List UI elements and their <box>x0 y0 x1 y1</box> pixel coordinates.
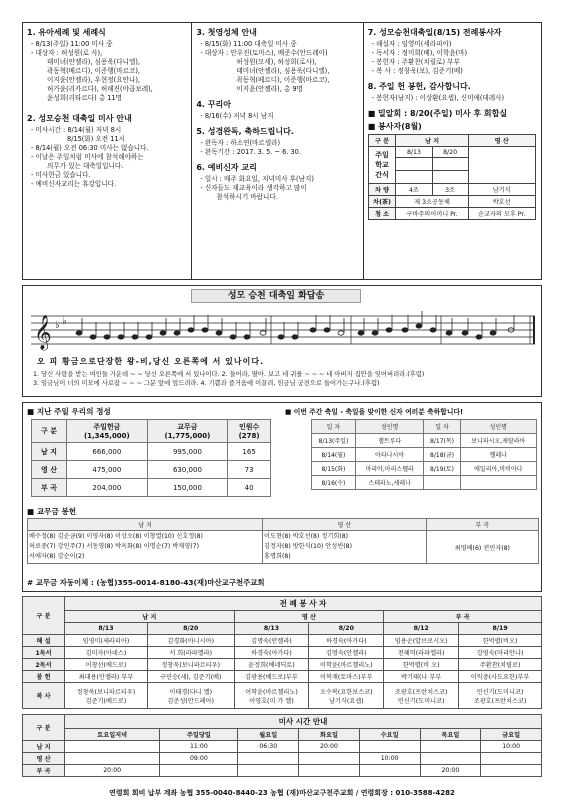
mass-header: 월요일 <box>238 729 299 741</box>
feast-table <box>311 419 537 490</box>
psalm-verse-line: 1. 당신 사랑을 받는 여인들 가운데 ~ ~ 당신 오른쪽에 서 있나이다. 2. 들어라, 딸아. 보고 네 귀를 ~ ~ ~ 네 아버지 집안을 잊어버려라.(후렴) <box>33 371 425 378</box>
mass-cell <box>299 765 360 777</box>
feast-header: 일 자 <box>424 420 460 434</box>
offering-row-label: 영 산 <box>32 461 67 479</box>
psalm-section <box>22 285 542 397</box>
liturgy-cell: 임용순(알브로시오) <box>384 635 459 647</box>
liturgy-row <box>23 671 542 683</box>
offering-row <box>32 479 271 497</box>
first-communion-line: 곽동혁(베르디), 이준행(마르코), <box>236 76 330 84</box>
offering-feast-section <box>22 402 542 592</box>
dues-line: 서애자(8) 강순이(2) <box>29 553 85 560</box>
liturgy-cell: 주환찬(치릴로) <box>459 659 542 671</box>
cleaning-label: 청 소 <box>368 208 396 220</box>
volunteers-header-cell: 영 산 <box>468 135 535 147</box>
liturgy-cell: 한억렬(비 오) <box>384 659 459 671</box>
liturgy-cell: 조광호(프란치스코) 민신기(도미니코) <box>384 683 459 709</box>
baptism-line: 태미녀(안젤라), 심용욱(다니엘), <box>47 58 141 66</box>
cleaning-cell: 순교자의 모후 Pr. <box>468 208 535 220</box>
feast-header: 성인명 <box>355 420 424 434</box>
liturgy-cell: 강영숙(마리안나) <box>459 647 542 659</box>
first-communion-title: 3. 첫영성체 안내 <box>196 28 257 37</box>
feast-cell: 8/18(금) <box>424 448 460 462</box>
mass-cell <box>65 741 160 753</box>
assumption-mass-line: - 이날은 주일처럼 미사에 참석해야하는 <box>31 153 144 161</box>
assumption-mass-line: 의무가 있는 대축일입니다. <box>47 162 124 170</box>
music-staff <box>31 308 535 354</box>
feast-cell: 8/15(화) <box>312 462 356 476</box>
liturgy-cell: 김명숙(안젤라) <box>309 647 384 659</box>
liturgy-cell: 이태경(다니 엘) 김준성(안드레아) <box>147 683 234 709</box>
liturgy-role: 복 사 <box>23 683 65 709</box>
mass-cell: 11:00 <box>160 741 238 753</box>
liturgy-servers-section <box>368 27 537 76</box>
baptism-section <box>27 27 187 103</box>
dues-bugok-cell <box>426 531 538 564</box>
date-header: 8/20 <box>309 623 384 635</box>
liturgy-cell: 이학윤(마르첼리노) 이영호(미 가 엘) <box>234 683 309 709</box>
feast-cell: 8/14(월) <box>312 448 356 462</box>
dues-namji-cell <box>28 531 263 564</box>
mass-row <box>23 753 542 765</box>
mass-cell: 20:00 <box>65 765 160 777</box>
liturgy-cell: 하경숙(아가다) <box>309 635 384 647</box>
volunteers-date-cell: 8/13 <box>396 147 432 158</box>
volunteers-label-part: 주일 <box>375 151 389 159</box>
liturgy-cell: 천혜덕(라파엘라) <box>384 647 459 659</box>
liturgy-cell: 서 희(라파엘라) <box>147 647 234 659</box>
volunteers-header-cell: 구 분 <box>368 135 396 147</box>
dues-line: 허료중(7) 강민주(7) 서동영(8) 박옥화(8) 이명순(7) 박재영(7) <box>29 543 200 550</box>
liturgy-role: 봉 헌 <box>23 671 65 683</box>
miral-meeting-note: ■ 밀알회 : 8/20(주일) 미사 후 회합실 <box>367 109 508 118</box>
mass-header: 화요일 <box>299 729 360 741</box>
announcements-column-1 <box>23 23 192 279</box>
offering-cell: 204,000 <box>67 479 148 497</box>
mass-header: 수요일 <box>359 729 420 741</box>
sunday-school-snack-label <box>368 147 396 184</box>
liturgy-cell: 이익중(사도요한)부부 <box>459 671 542 683</box>
feast-cell: 8/19(토) <box>424 462 460 476</box>
feast-cell: 아타나시아 <box>355 448 424 462</box>
mass-cell <box>160 765 238 777</box>
date-header: 8/19 <box>459 623 542 635</box>
mass-cell <box>420 741 481 753</box>
mass-cell <box>481 753 542 765</box>
offering-row <box>32 443 271 461</box>
dues-title: ■ 교무금 봉헌 <box>27 507 77 516</box>
dues-line: 홍명희(8) <box>264 553 291 560</box>
baptism-line: 허가윤(리카르다), 허해진(야곱보레), <box>47 85 153 93</box>
mass-row <box>23 765 542 777</box>
liturgy-cell: 김미자(아네스) <box>65 647 148 659</box>
psalm-verse-line: 3. 임금님이 너의 미모에 사로잡 ~ ~ ~ 그분 앞에 엎드려라. 4. 기쁨과 즐거움에 이끌려, 임금님 궁전으로 들어가는구나.(후렴) <box>33 380 380 387</box>
feast-row <box>312 448 537 462</box>
liturgy-cell: 윤정희(베네딕토) <box>234 659 309 671</box>
feast-cell <box>460 476 536 490</box>
liturgy-cell: 오수복(요한보스코) 남기식(요셉) <box>309 683 384 709</box>
liturgy-cell: 최대용(안젤라) 부부 <box>65 671 148 683</box>
mass-times-table <box>22 714 542 777</box>
liturgy-cell: 임영미(세라피아) <box>65 635 148 647</box>
curia-title: 4. 꾸리아 <box>196 100 231 109</box>
liturgy-servers-line: - 봉헌자 : 주환찬(치릴로) 부부 <box>371 58 460 66</box>
liturgy-cell: 김명숙(안젤라) <box>234 635 309 647</box>
bible-reading-line: - 완독기간 : 2017. 3. 5. ~ 6. 30. <box>200 148 301 156</box>
feast-cell: 보니파시오,제랄라아 <box>460 434 536 448</box>
dues-header: 부 곡 <box>426 519 538 531</box>
mass-row-label: 부 곡 <box>23 765 65 777</box>
parish-header: 영 산 <box>234 611 384 623</box>
car-cell: 4조 <box>396 184 432 196</box>
dues-table <box>27 518 539 564</box>
mass-cell <box>299 753 360 765</box>
auto-transfer-account: # 교무금 자동이체 : (농협)355-0014-8180-43(재)마산교구천주교회 <box>27 578 265 587</box>
liturgy-row <box>23 635 542 647</box>
announcements-column-3 <box>364 23 541 279</box>
feast-cell: 8/13(주일) <box>312 434 356 448</box>
svg-text:♭: ♭ <box>55 320 60 331</box>
baptism-title: 1. 유아세례 및 세례식 <box>27 28 106 37</box>
offering-thanks-line: - 봉헌자(남지) : 이상환(요셉), 신미애(데레사) <box>371 94 505 102</box>
mass-cell <box>359 765 420 777</box>
mass-cell <box>238 753 299 765</box>
feast-header: 일 자 <box>312 420 356 434</box>
announcements-column-2 <box>192 23 363 279</box>
liturgy-cell: 이복재(토마스)부부 <box>309 671 384 683</box>
psalm-lyrics: 오 피 황금으로단장한 왕-비,당신 오른쪽에 서 있나이다. <box>37 357 265 366</box>
feast-title: ■ 이번 주간 축일 - 축일을 맞이한 신자 여러분 축하합니다! <box>285 408 464 416</box>
mass-cell <box>238 765 299 777</box>
assumption-mass-line: - 미사시간 : 8/14(월) 저녁 8시 <box>31 126 122 134</box>
mass-cell: 10:00 <box>359 753 420 765</box>
mass-cell: 06:30 <box>238 741 299 753</box>
mass-cell: 20:00 <box>299 741 360 753</box>
first-communion-line: 허성원(모세), 허성희(로사), <box>236 58 317 66</box>
feast-cell: 젤트루다 <box>355 434 424 448</box>
volunteers-cell <box>432 171 468 184</box>
liturgy-servers-line: - 해설자 : 임영미(세라피아) <box>371 40 452 48</box>
offering-cell: 73 <box>228 461 271 479</box>
dues-header: 남 지 <box>28 519 263 531</box>
offering-thanks-title: 8. 주일 헌 봉헌, 감사합니다. <box>367 82 471 91</box>
date-header: 8/13 <box>65 623 148 635</box>
liturgy-row <box>23 683 542 709</box>
date-header: 8/20 <box>147 623 234 635</box>
liturgy-cell: 하경숙(아가다) <box>234 647 309 659</box>
catechumen-line: 참석하시기 바랍니다. <box>216 193 278 201</box>
liturgy-cell: 민신기(도미니코) 조광호(프란치스코) <box>459 683 542 709</box>
offering-header: 인원수 (278) <box>228 420 271 443</box>
liturgy-cell: 정창욱(보니파르티우) <box>147 659 234 671</box>
liturgy-title: 전 례 봉 사 자 <box>65 597 542 611</box>
feast-cell: 8/16(수) <box>312 476 356 490</box>
first-communion-line: - 대상자 : 안우진(토마스), 배준수(안드레아) <box>200 49 328 57</box>
tea-cell: 제 3소공동체 <box>396 196 468 208</box>
mass-header: 구 분 <box>23 715 65 741</box>
parish-header: 부 곡 <box>384 611 542 623</box>
mass-row-label: 남 지 <box>23 741 65 753</box>
mass-header: 금요일 <box>481 729 542 741</box>
bible-reading-title: 5. 성경완독, 축하드립니다. <box>196 127 294 136</box>
psalm-verses <box>33 370 533 388</box>
feast-row <box>312 476 537 490</box>
liturgy-row <box>23 647 542 659</box>
volunteers-cell <box>396 158 432 171</box>
mass-cell <box>420 753 481 765</box>
offering-thanks-section <box>368 81 537 103</box>
assumption-mass-title: 2. 성모승천 대축일 미사 안내 <box>27 114 132 123</box>
tea-label: 차(茶) <box>368 196 396 208</box>
first-communion-line: 태미녀(안젤라), 심용욱(다니엘), <box>236 67 330 75</box>
dues-line: 이도현(8) 박호선(8) 정기희(8) <box>264 533 349 540</box>
feast-cell <box>424 476 460 490</box>
liturgy-role: 해 설 <box>23 635 65 647</box>
parish-header: 남 지 <box>65 611 235 623</box>
feast-row <box>312 434 537 448</box>
offering-cell: 630,000 <box>147 461 228 479</box>
liturgy-cell: 김광용(베드로)부부 <box>234 671 309 683</box>
car-cell: 남기식 <box>468 184 535 196</box>
catechumen-section <box>196 162 358 202</box>
liturgy-cell: 구민승(세), 김준기(베) <box>147 671 234 683</box>
liturgy-cell: 한억렬(비오) <box>459 635 542 647</box>
curia-line: - 8/16(수) 저녁 8시 남지 <box>200 112 274 120</box>
dues-line: 배수정(8) 김순금(9) 이영자(8) 이상오(8) 이창열(10) 신호정(8) <box>29 533 203 540</box>
feast-cell: 마리아,마리스텔라 <box>355 462 424 476</box>
mass-cell: 10:00 <box>481 741 542 753</box>
liturgy-servers-line: - 복 사 : 정창욱(보), 김준기(베) <box>371 67 463 75</box>
feast-cell: 스테파노,세레나 <box>355 476 424 490</box>
offering-cell: 995,000 <box>147 443 228 461</box>
liturgy-servers-title: 7. 성모승천대축일(8/15) 전례봉사자 <box>367 28 502 37</box>
first-communion-section <box>196 27 358 94</box>
feast-cell: 8/17(목) <box>424 434 460 448</box>
liturgy-cell: 이창선(베드로) <box>65 659 148 671</box>
dues-line: 김정자(8) 방한식(10) 안성빈(8) <box>264 543 353 550</box>
liturgy-servers-table <box>22 596 542 709</box>
mass-title: 미사 시간 안내 <box>65 715 542 729</box>
volunteers-label-part: 간식 <box>375 171 389 179</box>
offering-row <box>32 461 271 479</box>
mass-header: 토요일저녁 <box>65 729 160 741</box>
volunteers-label-part: 학교 <box>375 161 389 169</box>
dues-header: 영 산 <box>263 519 427 531</box>
offering-header: 교무금 (1,775,000) <box>147 420 228 443</box>
offering-header: 구 분 <box>32 420 67 443</box>
liturgy-mass-section <box>22 596 542 777</box>
liturgy-role: 1독서 <box>23 647 65 659</box>
car-label: 차 량 <box>368 184 396 196</box>
volunteers-cell <box>432 158 468 171</box>
volunteers-table <box>368 134 536 220</box>
offering-title: ■ 지난 주일 우리의 정성 <box>27 407 111 416</box>
svg-text:𝄞: 𝄞 <box>34 315 52 350</box>
mass-cell: 09:00 <box>160 753 238 765</box>
catechumen-title: 6. 예비신자 교리 <box>196 163 257 172</box>
catechumen-line: - 신자들도 재교육이라 생각하고 많이 <box>200 184 307 192</box>
liturgy-cell: 박기태(나 부부 <box>384 671 459 683</box>
liturgy-role: 2독서 <box>23 659 65 671</box>
feast-header: 성인명 <box>460 420 536 434</box>
tea-cell: 박호선 <box>468 196 535 208</box>
dues-yeongsan-cell <box>263 531 427 564</box>
baptism-line: - 8/13(주일) 11:00 미사 중 <box>31 40 113 48</box>
feast-cell: 에밀리아,비비아나 <box>460 462 536 476</box>
assumption-mass-line: - 예비신자교리는 휴강입니다. <box>31 180 117 188</box>
offering-cell: 40 <box>228 479 271 497</box>
volunteers-cell <box>468 147 535 184</box>
offering-row-label: 남 지 <box>32 443 67 461</box>
psalm-title: 성모 승천 대축일 화답송 <box>191 289 361 303</box>
svg-text:♭: ♭ <box>62 316 67 327</box>
liturgy-servers-line: - 독서자 : 정미희(베), 이학윤(마) <box>371 49 468 57</box>
mass-cell <box>481 765 542 777</box>
mass-header: 목요일 <box>420 729 481 741</box>
liturgy-cell: 이학윤(마르첼리노) <box>309 659 384 671</box>
assumption-mass-line: - 8/14(월) 오전 06:30 미사는 없습니다. <box>31 144 149 152</box>
bible-reading-line: - 완독자 : 하소연(마르셀라) <box>200 139 281 147</box>
liturgy-row <box>23 659 542 671</box>
cleaning-cell: 구바주의어머니 Pr. <box>396 208 468 220</box>
date-header: 8/13 <box>234 623 309 635</box>
offering-cell: 666,000 <box>67 443 148 461</box>
volunteers-heading: ■ 봉사자(8월) <box>367 122 422 131</box>
offering-cell: 150,000 <box>147 479 228 497</box>
volunteers-cell <box>396 171 432 184</box>
liturgy-cell: 김경화(아니시아) <box>147 635 234 647</box>
offering-row-label: 부 곡 <box>32 479 67 497</box>
assumption-mass-section <box>27 113 187 189</box>
assumption-mass-line: - 미사헌금 있습니다. <box>31 171 91 179</box>
volunteers-date-cell: 8/20 <box>432 147 468 158</box>
announcements-grid <box>22 22 542 280</box>
feast-row <box>312 462 537 476</box>
first-communion-line: 이지윤(안젤라), 총 9명 <box>236 85 303 93</box>
footer-account-info: 연령회 회비 납부 계좌 농협 355-0040-8440-23 농협 (재)마산교구천주교회 / 연령회장 : 010-3588-4282 <box>109 789 455 797</box>
feast-cell: 헬레나 <box>460 448 536 462</box>
dues-line: 최영배(6) 전민자(8) <box>454 544 510 552</box>
liturgy-corner: 구 분 <box>23 597 65 635</box>
catechumen-line: - 일시 : 매주 화요일, 저녁미사 후(남지) <box>200 175 314 183</box>
car-cell: 3조 <box>432 184 468 196</box>
baptism-line: - 대상자 : 허성원(로 사), <box>31 49 103 57</box>
bible-reading-section <box>196 126 358 157</box>
mass-cell <box>359 741 420 753</box>
mass-header: 주일당일 <box>160 729 238 741</box>
offering-table <box>31 419 271 497</box>
mass-cell: 20:00 <box>420 765 481 777</box>
assumption-mass-line: 8/15(화) 오전 11시 <box>67 135 126 143</box>
liturgy-cell: 정창욱(보니파르티우) 김준기(베드로) <box>65 683 148 709</box>
offering-header: 주일헌금 (1,345,000) <box>67 420 148 443</box>
mass-cell <box>65 753 160 765</box>
volunteers-header-cell: 남 지 <box>396 135 468 147</box>
date-header: 8/12 <box>384 623 459 635</box>
baptism-line: 윤성희(리타르다) 총 11명 <box>47 94 123 102</box>
offering-cell: 475,000 <box>67 461 148 479</box>
curia-section <box>196 99 358 121</box>
mass-row <box>23 741 542 753</box>
mass-row-label: 영 산 <box>23 753 65 765</box>
baptism-line: 곽동혁(베르디), 이준행(마르코), <box>47 67 141 75</box>
offering-cell: 165 <box>228 443 271 461</box>
first-communion-line: - 8/15(화) 11:00 대축일 미사 중 <box>200 40 297 48</box>
baptism-line: 이지윤(안젤라), 우현정(요안나), <box>47 76 141 84</box>
